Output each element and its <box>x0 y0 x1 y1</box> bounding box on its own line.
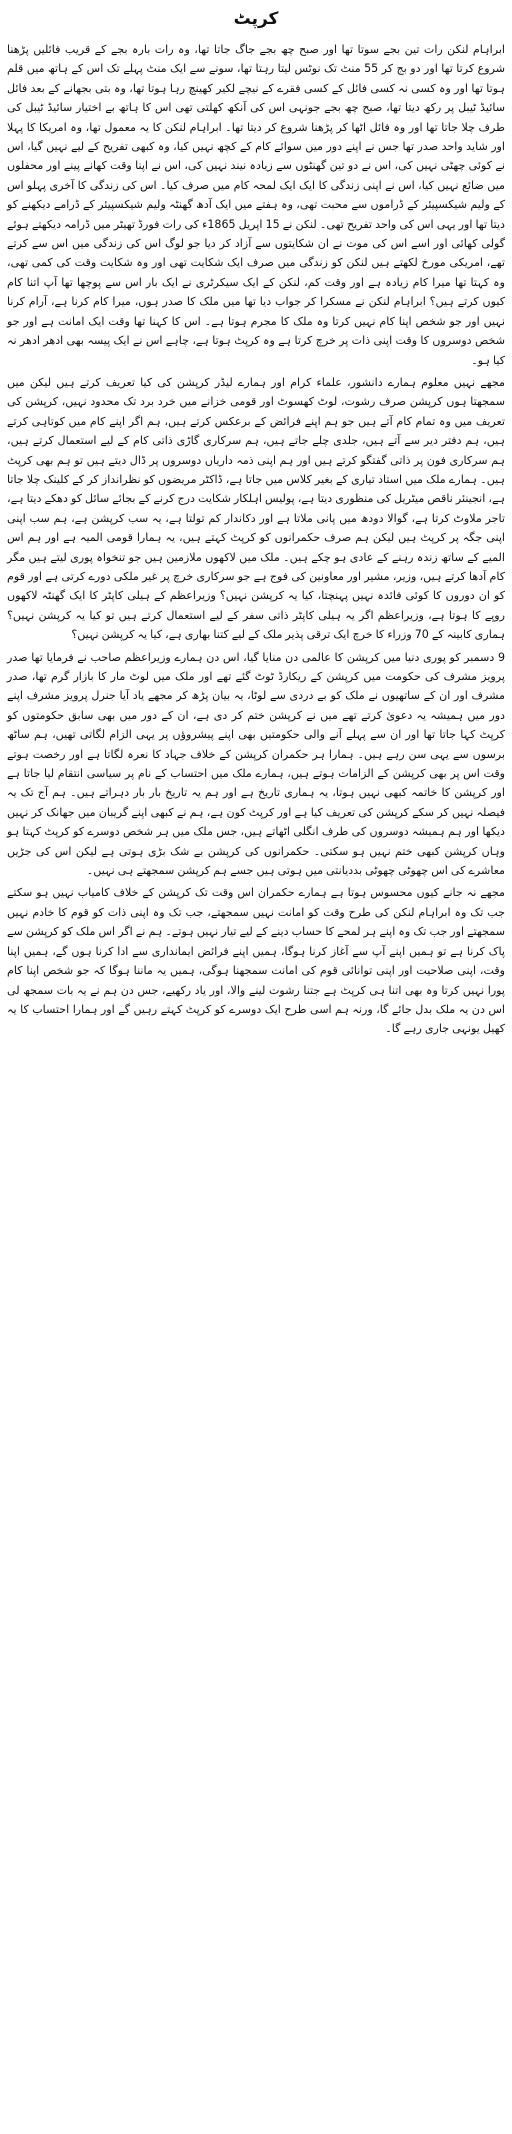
article-paragraph-2: مجھے نہیں معلوم ہمارے دانشور، علماء کرام اور ہمارے لیڈر کرپشن کی کیا تعریف کرتے ہیں لیکن میں سمجھتا ہوں کرپشن صرف رشوت، لوٹ کھسوٹ اور قومی خزانے میں خرد برد تک محدود نہیں، کرپشن کی تعریف میں وہ تمام کام آتے ہیں جو ہم اپنے فرائض کے برعکس کرتے ہیں، ہم اگر اپنے کام میں کوتاہی کرتے ہیں، ہم دفتر دیر سے آتے ہیں، جلدی چلے جاتے ہیں، ہم سرکاری گاڑی ذاتی کام کے لیے استعمال کرتے ہیں، ہم سرکاری فون پر ذاتی گفتگو کرتے ہیں اور ہم اپنی ذمہ داریاں دوسروں پر ڈال دیتے ہیں تو ہم بھی کرپٹ ہیں۔ ہمارے ملک میں استاد تیاری کے بغیر کلاس میں جاتا ہے، ڈاکٹر مریضوں کو نظرانداز کر کے کلینک چلا جاتا ہے، انجینئر ناقص میٹریل کی منظوری دیتا ہے، پولیس اہلکار شکایت درج کرنے کے بجائے سائل کو دھکے دیتا ہے، تاجر ملاوٹ کرتا ہے، گوالا دودھ میں پانی ملاتا ہے اور دکاندار کم تولتا ہے، یہ سب کرپشن ہے، ہم سب اپنی اپنی جگہ پر کرپٹ ہیں لیکن ہم صرف حکمرانوں کو کرپٹ کہتے ہیں، یہ ہمارا قومی المیہ ہے اور ہم اس المیے کے ساتھ زندہ رہنے کے عادی ہو چکے ہیں۔ ملک میں لاکھوں ملازمین ہیں جو تنخواہ پوری لیتے ہیں مگر کام آدھا کرتے ہیں، وزیر، مشیر اور معاونین کی فوج ہے جو سرکاری خرچ پر غیر ملکی دورے کرتی ہے اور قوم کو ان دوروں کا کوئی فائدہ نہیں پہنچتا، کیا یہ کرپشن نہیں؟ وزیراعظم کے ہیلی کاپٹر کا ایک گھنٹہ لاکھوں روپے کا ہوتا ہے، وزیراعظم اگر یہ ہیلی کاپٹر ذاتی سفر کے لیے استعمال کرتے ہیں تو کیا یہ کرپشن نہیں؟ ہماری کابینہ کے 70 وزراء کا خرچ ایک ترقی پذیر ملک کے لیے کتنا بھاری ہے، کیا یہ کرپشن نہیں؟ <box>7 375 505 642</box>
article-paragraph-4: مجھے نہ جانے کیوں محسوس ہوتا ہے ہمارے حکمران اس وقت تک کرپشن کے خلاف کامیاب نہیں ہو سکتے جب تک وہ ابراہام لنکن کی طرح وقت کو امانت نہیں سمجھتے، جب تک وہ اپنی ذات کو قوم کا خادم نہیں سمجھتے اور جب تک وہ اپنے ہر لمحے کا حساب دینے کے لیے تیار نہیں ہوتے۔ ہم نے اگر اس ملک کو کرپشن سے پاک کرنا ہے تو ہمیں اپنے آپ سے آغاز کرنا ہوگا، ہمیں اپنے فرائض ایمانداری سے ادا کرنا ہوں گے، ہمیں اپنا وقت، اپنی صلاحیت اور اپنی توانائی قوم کی امانت سمجھنا ہوگی، ہمیں یہ ماننا ہوگا کہ جو شخص اپنا کام پورا نہیں کرتا وہ بھی اتنا ہی کرپٹ ہے جتنا رشوت لینے والا، اور یاد رکھیے، جس دن ہم نے یہ بات سمجھ لی اس دن یہ ملک بدل جائے گا، ورنہ ہم اسی طرح ایک دوسرے کو کرپٹ کہتے رہیں گے اور ہمارا احتساب کا یہ کھیل یونہی جاری رہے گا۔ <box>7 886 505 1036</box>
article-title: کرپٹ <box>233 9 279 29</box>
article-paragraph-3: 9 دسمبر کو پوری دنیا میں کرپشن کا عالمی دن منایا گیا، اس دن ہمارے وزیراعظم صاحب نے فرمایا تھا صدر پرویز مشرف کی حکومت میں کرپشن کے ریکارڈ ٹوٹ گئے تھے اور ملک میں لوٹ مار کا بازار گرم تھا، صدر مشرف اور ان کے ساتھیوں نے ملک کو بے دردی سے لوٹا، یہ بیان پڑھ کر مجھے یاد آیا جنرل پرویز مشرف اپنے دور میں ہمیشہ یہ دعویٰ کرتے تھے میں نے کرپشن ختم کر دی ہے، ان کے دور میں بھی سابق حکومتوں کو کرپٹ کہا جاتا تھا اور ان سے پہلے آنے والی حکومتیں بھی اپنے پیشروؤں پر یہی الزام لگاتی تھیں، ہم ساٹھ برسوں سے یہی سن رہے ہیں۔ ہمارا ہر حکمران کرپشن کے خلاف جہاد کا نعرہ لگاتا ہے اور رخصت ہوتے وقت اس پر بھی کرپشن کے الزامات ہوتے ہیں، ہمارے ملک میں احتساب کے نام پر سیاسی انتقام لیا جاتا ہے اور کرپشن کا خاتمہ کبھی نہیں ہوتا، یہ ہماری تاریخ ہے اور ہم یہ تاریخ بار بار دہراتے ہیں۔ ہم آج تک یہ فیصلہ نہیں کر سکے کرپشن کی تعریف کیا ہے اور کرپٹ کون ہے، ہم نے کبھی اپنے گریبان میں جھانک کر نہیں دیکھا اور ہم ہمیشہ دوسروں کی طرف انگلی اٹھاتے ہیں، جس ملک میں ہر شخص دوسرے کو کرپٹ کہتا ہو وہاں کرپشن کبھی ختم نہیں ہو سکتی۔ حکمرانوں کی کرپشن بے شک بڑی ہوتی ہے لیکن اس کی جڑیں معاشرے کی اس چھوٹی چھوٹی بددیانتی میں ہوتی ہیں جسے ہم کرپشن سمجھتے ہی نہیں۔ <box>7 650 505 878</box>
article-paragraph-1: ابراہام لنکن رات تین بجے سوتا تھا اور صبح چھ بجے جاگ جاتا تھا، وہ رات بارہ بجے کے قریب فائلیں پڑھنا شروع کرتا تھا اور دو بج کر 55 منٹ تک نوٹس لیتا رہتا تھا، سونے سے ایک منٹ پہلے تک اس کے ہاتھ میں قلم ہوتا تھا اور وہ کسی نہ کسی فائل کے کسی فقرے کے نیچے لکیر کھینچ رہا ہوتا تھا، وہ بتی بجھانے کے بعد فائل سائیڈ ٹیبل پر رکھ دیتا تھا، صبح چھ بجے جونہی اس کی آنکھ کھلتی تھی اس کا ہاتھ بے اختیار سائیڈ ٹیبل کی طرف چلا جاتا تھا اور وہ فائل اٹھا کر پڑھنا شروع کر دیتا تھا۔ ابراہام لنکن کا یہ معمول تھا، وہ امریکا کا پہلا اور شاید واحد صدر تھا جس نے اپنے دور میں سوائے کام کے کچھ نہیں کیا، وہ کبھی تفریح کے لیے نہیں گیا، اس نے کوئی چھٹی نہیں کی، اس نے دو تین گھنٹوں سے زیادہ نیند نہیں کی، اس نے اپنا وقت کھانے پینے اور محفلوں میں ضائع نہیں کیا، اس نے اپنی زندگی کا ایک ایک لمحہ کام میں صرف کیا۔ اس کی زندگی کا آخری پہلو اس کے ولیم شیکسپیئر کے ڈراموں سے محبت تھی، وہ ہفتے میں ایک آدھ گھنٹہ ولیم شیکسپیئر کے ڈرامے دیکھنے کو دیتا تھا اور یہی اس کی واحد تفریح تھی۔ لنکن نے 15 اپریل 1865ء کی رات فورڈ تھیٹر میں ڈرامہ دیکھتے ہوئے گولی کھائی اور اسے اس کی موت نے ان شکایتوں سے آزاد کر دیا جو لوگ اس کی زندگی میں اس سے کرتے تھے، امریکی مورخ لکھتے ہیں لنکن کو زندگی میں صرف ایک شکایت تھی اور وہ شکایت وقت کی کمی تھی، وہ کہتا تھا میرا کام زیادہ ہے اور وقت کم، لنکن کے ایک سیکرٹری نے ایک بار اس سے پوچھا تھا آپ اتنا کام کیوں کرتے ہیں؟ ابراہام لنکن نے مسکرا کر جواب دیا تھا میں ملک کا صدر ہوں، میرا کام کرنا ہے، آرام کرنا نہیں اور جو شخص اپنا کام نہیں کرتا وہ ملک کا مجرم ہوتا ہے۔ اس کا کہنا تھا وقت ایک امانت ہے اور جو شخص دوسروں کا وقت اپنی ذات پر خرچ کرتا ہے وہ کرپٹ ہوتا ہے، چاہے اس نے ایک پیسہ بھی ادھر ادھر نہ کیا ہو۔ <box>7 43 505 367</box>
